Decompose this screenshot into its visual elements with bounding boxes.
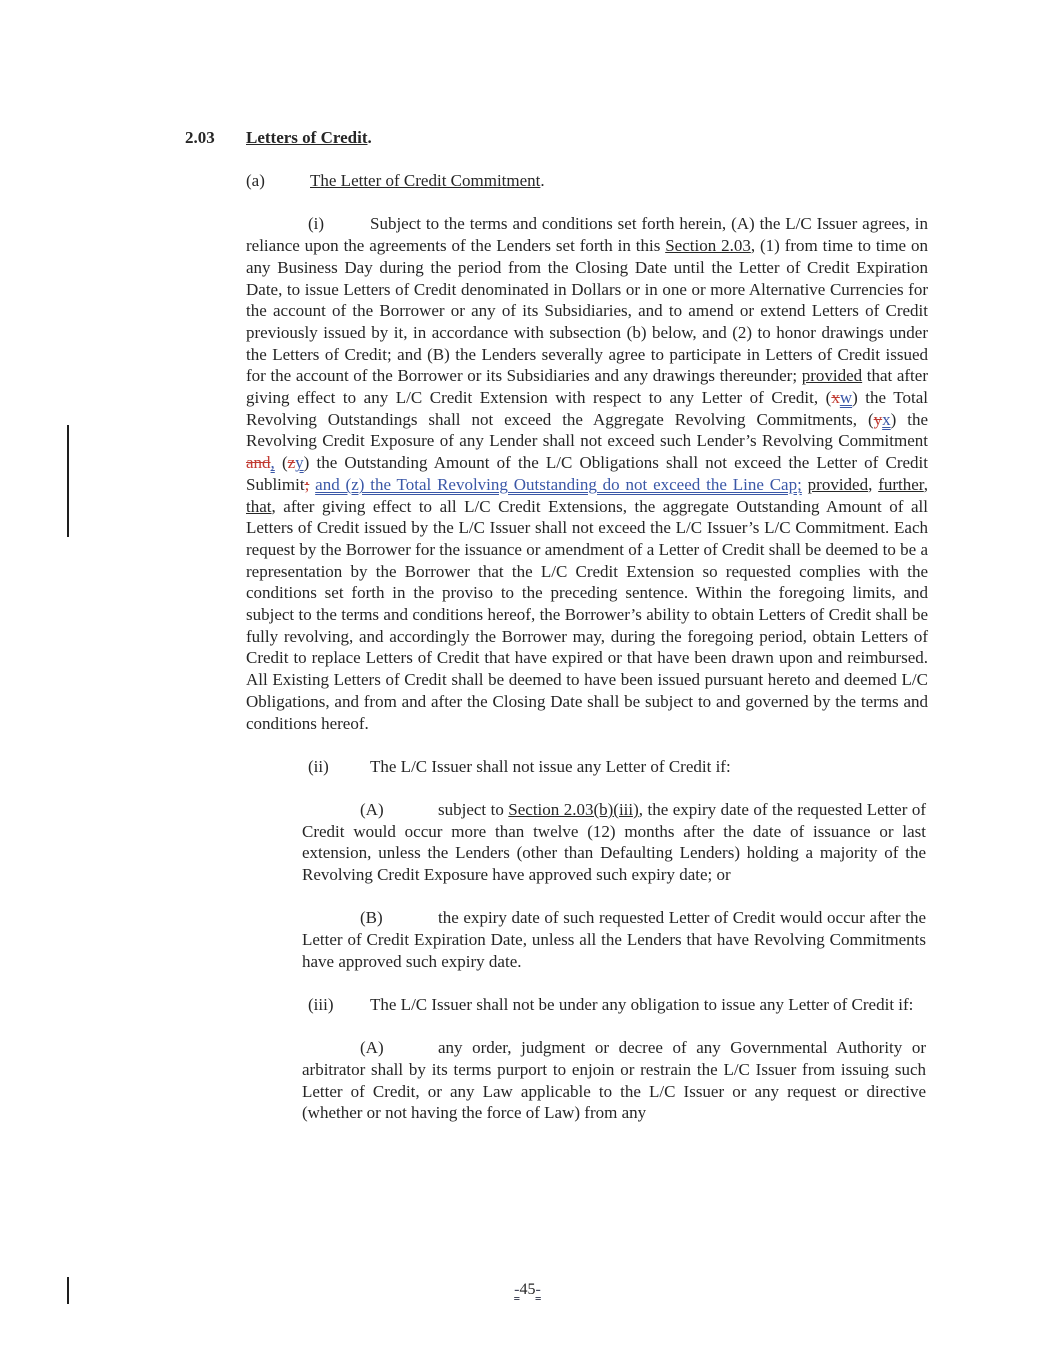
paragraph-i: (i) Subject to the terms and conditions set forth herein, (A) the L/C Issuer agrees, in reliance upon the agreements of the Lenders set forth in this Section 2.03, (1) from time to time on any Business Day during the period from the Closing Date until the Letter of Credit Expiration Date, to issue Letters of Credit denominated in Dollars or in one or more Alternative Currencies for the account of the Borrower or any of its Subsidiaries, and to amend or extend Letters of Credit previously issued by it, in accordance with subsection (b) below, and (2) to honor drawings under the Letters of Credit; and (B) the Lenders severally agree to participate in Letters of Credit issued for the account of the Borrower or its Subsidiaries and any drawings thereunder; provided that after giving effect to any L/C Credit Extension with respect to any Letter of Credit, (xw) the Total Revolving Outstandings shall not exceed the Aggregate Revolving Commitments, (yx) the Revolving Credit Exposure of any Lender shall not exceed such Lender’s Revolving Commitment and, (zy) the Outstanding Amount of the L/C Obligations shall not exceed the Letter of Credit Sublimit; and (z) the Total Revolving Outstanding do not exceed the Line Cap; provided, further, that, after giving effect to all L/C Credit Extensions, the aggregate Outstanding Amount of all Letters of Credit issued by the L/C Issuer shall not exceed the L/C Issuer’s L/C Commitment. Each request by the Borrower for the issuance or amendment of a Letter of Credit shall be deemed to be a representation by the Borrower that the L/C Credit Extension so requested complies with the conditions set forth in the proviso to the preceding sentence. Within the foregoing limits, and subject to the terms and conditions hereof, the Borrower’s ability to obtain Letters of Credit shall be fully revolving, and accordingly the Borrower may, during the foregoing period, obtain Letters of Credit to replace Letters of Credit that have expired or that have been drawn upon and reimbursed. All Existing Letters of Credit shall be deemed to have been issued pursuant hereto and deemed L/C Obligations, and from and after the Closing Date shall be subject to and governed by the terms and conditions hereof. [246, 214, 929, 733]
page-number-right-mark: - [535, 1281, 541, 1298]
page-number [0, 1279, 1055, 1301]
paragraph-label: (B) [360, 908, 383, 928]
paragraph-ii-A: (A) subject to Section 2.03(b)(iii), the expiry date of the requested Letter of Credit would occur more than twelve (12) months after the date of issuance or last extension, unless the Lenders (other than Defaulting Lenders) holding a majority of the Revolving Credit Exposure have approved such expiry date; or [302, 799, 926, 885]
section-heading-2-03: 2.03 Letters of Credit. [185, 128, 372, 147]
paragraph-label: 2.03 [185, 128, 215, 147]
paragraph-ii: (ii) The L/C Issuer shall not issue any Letter of Credit if: [308, 756, 731, 776]
paragraph-label: (A) [360, 799, 384, 819]
document-blocks [185, 127, 929, 1145]
page-number-left-mark: - [514, 1281, 520, 1298]
paragraph-label: (i) [308, 214, 325, 234]
subsection-a-heading: (a) The Letter of Credit Commitment. [246, 171, 545, 191]
paragraph-ii-B: (B) the expiry date of such requested Letter of Credit would occur after the Letter of Credit Expiration Date, unless all the Lenders that have Revolving Commitments have approved such expiry date. [302, 908, 926, 971]
paragraph-iii: (iii) The L/C Issuer shall not be under any obligation to issue any Letter of Credit if: [308, 994, 914, 1014]
paragraph-label: (A) [360, 1038, 384, 1058]
paragraph-iii-A: (A) any order, judgment or decree of any Governmental Authority or arbitrator shall by its terms purport to enjoin or restrain the L/C Issuer from issuing such Letter of Credit, or any Law applicable to the L/C Issuer or any request or directive (whether or not having the force of Law) from any [302, 1038, 926, 1123]
page-number-value: 45 [519, 1281, 536, 1298]
paragraph-label: (ii) [308, 756, 329, 776]
paragraph-label: (iii) [308, 994, 334, 1014]
margin-change-bar [67, 425, 69, 537]
paragraph-label: (a) [246, 171, 265, 191]
